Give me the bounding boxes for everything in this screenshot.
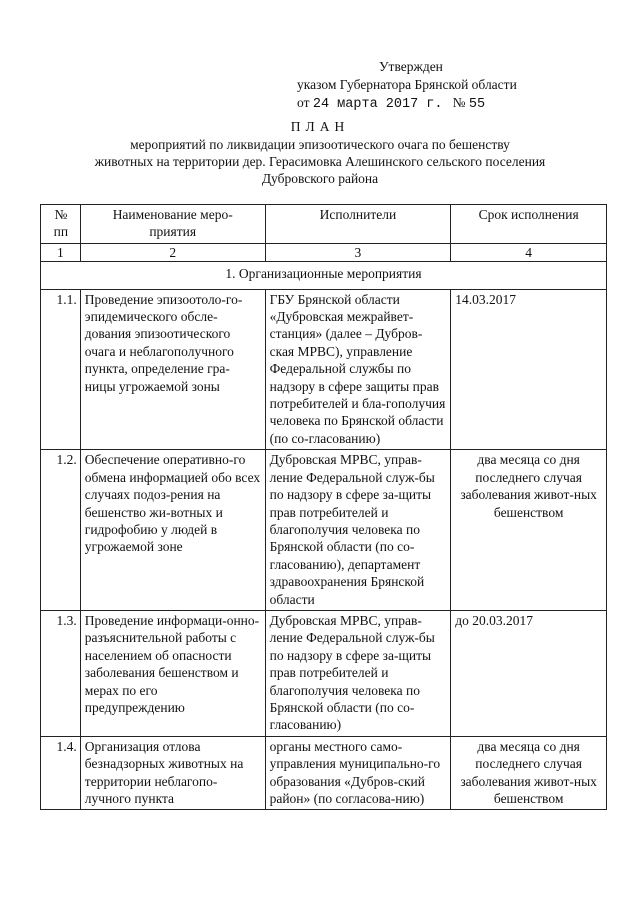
row-name: Проведение информаци-онно-разъяснительной работы с населением об опасности заболевания бешенством и мерах по его предупреждению [80, 610, 265, 736]
table-row [41, 736, 607, 810]
header-name [80, 205, 265, 244]
section-title: 1. Организационные мероприятия [41, 262, 607, 289]
row-executors: Дубровская МРВС, управ-ление Федеральной служ-бы по надзору в сфере за-щиты прав потребителей и благополучия человека по Брянской области (по со-гласованию), департамент здравоохранения Брянской области [265, 450, 451, 611]
row-name: Организация отлова безнадзорных животных на территории неблагопо-лучного пункта [80, 736, 265, 810]
document-title [40, 118, 600, 187]
header-name-line1: Наименование меро- [112, 207, 233, 222]
table-row [41, 610, 607, 736]
row-number: 1.4. [41, 736, 81, 810]
plan-table [40, 204, 607, 810]
row-number: 1.3. [41, 610, 81, 736]
title-line2: животных на территории дер. Герасимовка Алешинского сельского поселения [94, 154, 546, 169]
title-plan: ПЛАН [290, 119, 350, 134]
title-line3: Дубровского района [261, 171, 379, 186]
row-term: два месяца со дня последнего случая заболевания живот-ных бешенством [451, 736, 607, 810]
table-row [41, 289, 607, 450]
approval-number-sign: № [452, 95, 466, 110]
row-name: Обеспечение оперативно-го обмена информацией обо всех случаях подоз-рения на бешенство жи-вотных и гидрофобию у людей в угрожаемой зоне [80, 450, 265, 611]
row-term: до 20.03.2017 [451, 610, 607, 736]
row-number: 1.2. [41, 450, 81, 611]
row-number: 1.1. [41, 289, 81, 450]
row-name: Проведение эпизоотоло-го-эпидемического обсле-дования эпизоотического очага и неблагополучного пункта, определение гра-ницы угрожаемой зоны [80, 289, 265, 450]
column-number-4: 4 [451, 243, 607, 261]
row-executors: Дубровская МРВС, управ-ление Федеральной служ-бы по надзору в сфере за-щиты прав потребителей и благополучия человека по Брянской области (по со-гласованию) [265, 610, 451, 736]
table-row [41, 450, 607, 611]
approval-line3 [297, 94, 597, 114]
row-term: два месяца со дня последнего случая заболевания живот-ных бешенством [451, 450, 607, 611]
header-name-line2: приятия [149, 224, 197, 240]
approval-number: 55 [468, 97, 486, 112]
row-executors: органы местного само-управления муниципально-го образования «Дубров-ский район» (по согласова-нию) [265, 736, 451, 810]
approval-block [297, 58, 597, 114]
header-number-line2: пп [53, 224, 69, 240]
column-number-1: 1 [41, 243, 81, 261]
approval-line1: Утвержден [379, 59, 443, 74]
approval-from: от [297, 95, 310, 110]
title-line1: мероприятий по ликвидации эпизоотического очага по бешенству [130, 137, 510, 152]
column-number-3: 3 [265, 243, 451, 261]
column-numbers-row [41, 243, 607, 261]
approval-date: 24 марта 2017 г. [312, 97, 443, 112]
row-executors: ГБУ Брянской области «Дубровская межрайвет-станция» (далее – Дубров-ская МРВС), управление Федеральной службы по надзору в сфере защиты прав потребителей и бла-гополучия человека по Брянской области (по со-гласованию) [265, 289, 451, 450]
header-number [41, 205, 81, 244]
table-header-row [41, 205, 607, 244]
header-executors: Исполнители [265, 205, 451, 244]
header-number-line1: № [54, 207, 68, 222]
section-row [41, 262, 607, 289]
approval-line2: указом Губернатора Брянской области [297, 77, 517, 92]
row-term: 14.03.2017 [451, 289, 607, 450]
header-term: Срок исполнения [451, 205, 607, 244]
column-number-2: 2 [80, 243, 265, 261]
